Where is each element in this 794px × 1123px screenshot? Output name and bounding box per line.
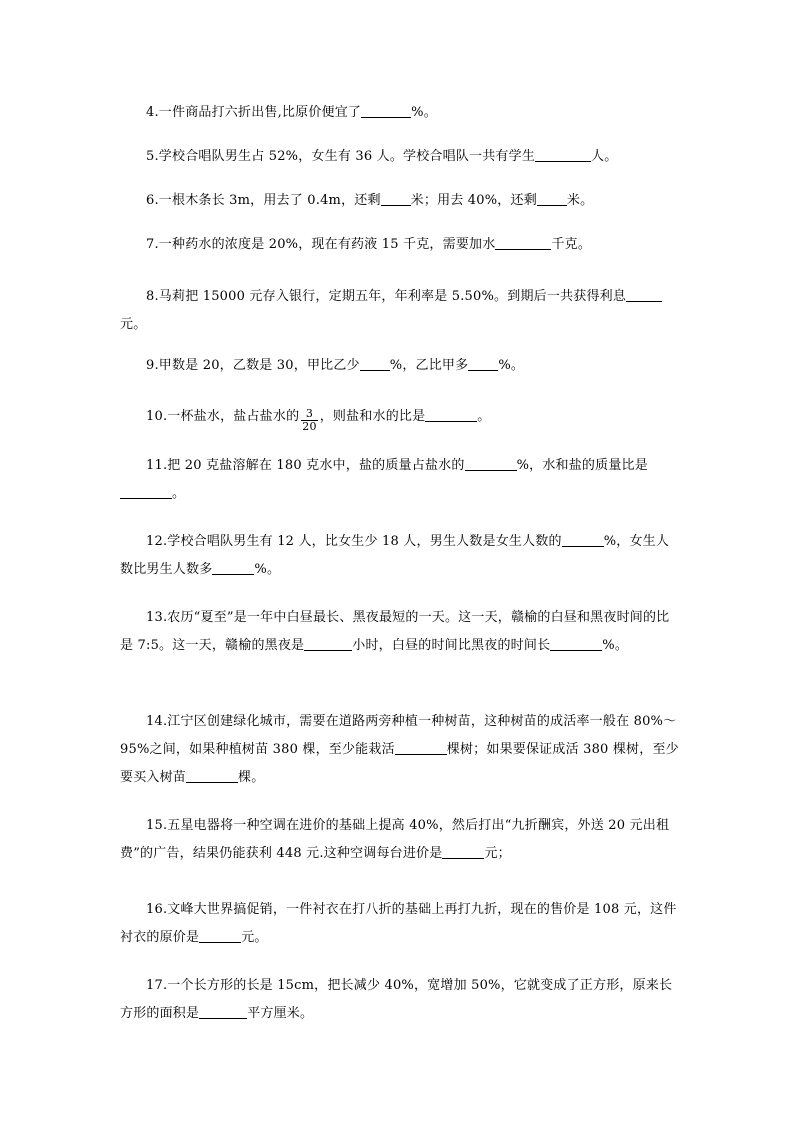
answer-blank[interactable] (186, 768, 238, 783)
question-14: 14.江宁区创建绿化城市，需要在道路两旁种植一种树苗，这种树苗的成活率一般在 80%～95%之间，如果种植树苗 380 棵，至少能栽活 棵树；如果要保证成活 380 棵树，至少要买入树苗 棵。 (120, 714, 679, 785)
question-9: 9.甲数是 20，乙数是 30，甲比乙少 %，乙比甲多 %。 (146, 358, 525, 373)
answer-blank[interactable] (562, 532, 604, 547)
answer-blank[interactable] (537, 191, 567, 206)
answer-blank[interactable] (361, 103, 411, 118)
question-12: 12.学校合唱队男生有 12 人，比女生少 18 人，男生人数是女生人数的 %，女生人数比男生人数多 %。 (120, 534, 670, 577)
question-10: 10.一杯盐水，盐占盐水的 $\frac{3}{20}$ ，则盐和水的比是 。 (146, 407, 491, 433)
answer-blank[interactable] (360, 356, 390, 371)
answer-blank[interactable] (626, 287, 662, 302)
question-11: 11.把 20 克盐溶解在 180 克水中，盐的质量占盐水的 %，水和盐的质量比是。 (120, 452, 680, 508)
answer-blank[interactable] (395, 740, 447, 755)
answer-blank[interactable] (535, 147, 591, 162)
answer-blank[interactable] (465, 456, 517, 471)
answer-blank[interactable] (120, 484, 172, 499)
question-8: 8.马莉把 15000 元存入银行，定期五年，年利率是 5.50%。到期后一共获得利息元。 (120, 283, 680, 339)
answer-blank[interactable] (425, 407, 477, 422)
fraction-3-20: $\frac{3}{20}$ (302, 407, 317, 433)
question-6: 6.一根木条长 3m，用去了 0.4m，还剩 米；用去 40%，还剩 米。 (146, 193, 594, 208)
answer-blank[interactable] (304, 636, 352, 651)
answer-blank[interactable] (381, 191, 411, 206)
answer-blank[interactable] (550, 636, 602, 651)
question-5: 5.学校合唱队男生占 52%，女生有 36 人。学校合唱队一共有学生 人。 (146, 149, 618, 164)
question-17: 17.一个长方形的长是 15cm，把长减少 40%，宽增加 50%，它就变成了正方形，原来长方形的面积是 平方厘米。 (120, 978, 673, 1021)
answer-blank[interactable] (199, 1004, 247, 1019)
answer-blank[interactable] (442, 844, 484, 859)
question-4: 4.一件商品打六折出售,比原价便宜了 %。 (146, 105, 437, 120)
answer-blank[interactable] (199, 928, 241, 943)
question-15: 15.五星电器将一种空调在进价的基础上提高 40%，然后打出“九折酬宾，外送 20 元出租费”的广告，结果仍能获利 448 元.这种空调每台进价是 元； (120, 818, 670, 861)
question-16: 16.文峰大世界搞促销，一件衬衣在打八折的基础上再打九折，现在的售价是 108 元，这件衬衣的原价是 元。 (120, 902, 677, 945)
answer-blank[interactable] (212, 560, 254, 575)
answer-blank[interactable] (468, 356, 498, 371)
question-13: 13.农历“夏至”是一年中白昼最长、黑夜最短的一天。这一天，赣榆的白昼和黑夜时间的比是 7:5。这一天，赣榆的黑夜是 小时，白昼的时间比黑夜的时间长 %。 (120, 610, 670, 653)
answer-blank[interactable] (495, 235, 551, 250)
question-7: 7.一种药水的浓度是 20%，现在有药液 15 千克，需要加水 千克。 (146, 237, 592, 252)
